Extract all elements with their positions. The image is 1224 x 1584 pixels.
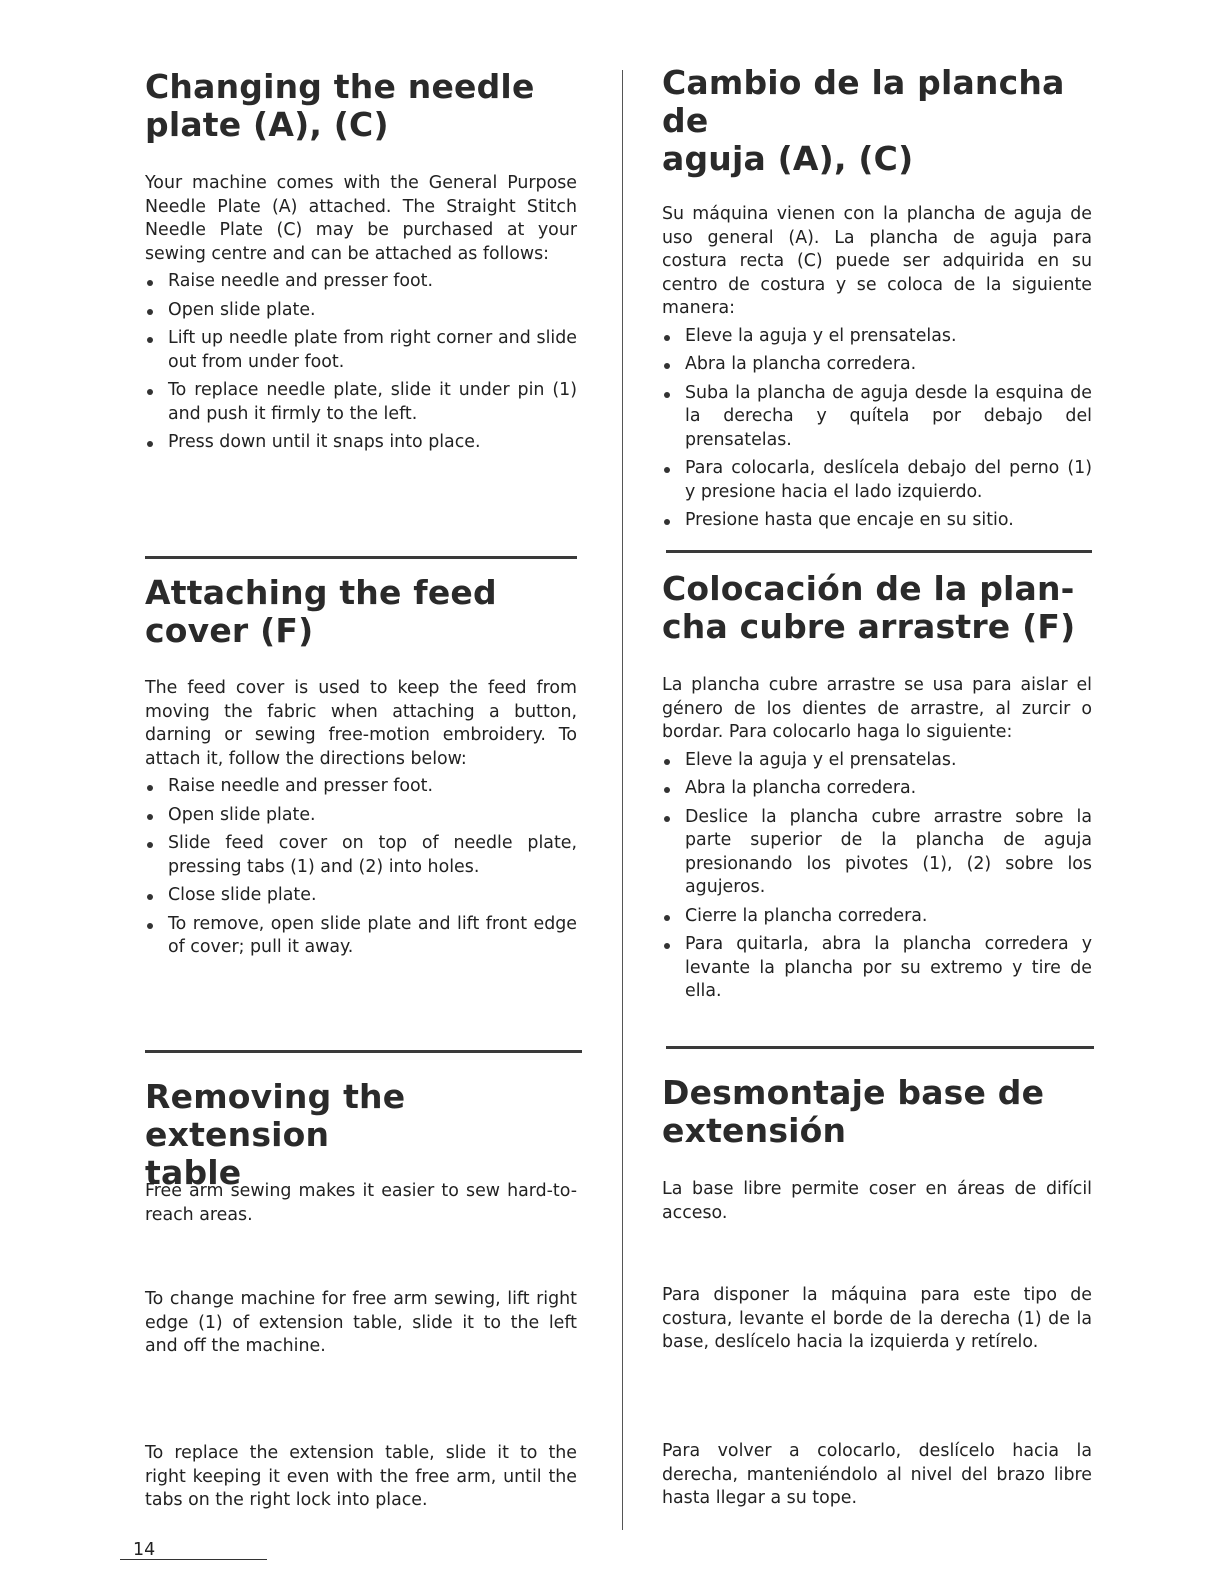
list-item: Deslice la plancha cubre arrastre sobre la parte superior de la plancha de aguja presionando los pivotes (1), (2) sobre los agujeros. xyxy=(662,806,1092,900)
section-title xyxy=(145,574,577,650)
steps-list xyxy=(145,775,577,960)
extension-table-section-en xyxy=(145,1078,577,1192)
steps-list xyxy=(662,749,1092,1004)
title-line: extensión xyxy=(662,1111,847,1150)
needle-plate-section-es xyxy=(662,64,1092,538)
intro-paragraph: La plancha cubre arrastre se usa para aislar el género de los dientes de arrastre, al zurcir o bordar. Para colocarlo haga lo siguiente: xyxy=(662,675,1092,742)
steps-list xyxy=(662,325,1092,533)
list-item: Presione hasta que encaje en su sitio. xyxy=(662,509,1092,533)
page-number-underline xyxy=(120,1559,267,1560)
title-line: Cambio de la plancha de xyxy=(662,63,1065,140)
title-line: cha cubre arrastre (F) xyxy=(662,607,1076,646)
list-item: Para quitarla, abra la plancha corredera y levante la plancha por su extremo y tire de ella. xyxy=(662,933,1092,1004)
title-line: plate (A), (C) xyxy=(145,105,389,144)
page-number: 14 xyxy=(133,1540,156,1560)
paragraph: To replace the extension table, slide it to the right keeping it even with the free arm, until the tabs on the right lock into place. xyxy=(145,1443,577,1510)
title-line: aguja (A), (C) xyxy=(662,139,914,178)
list-item: Suba la plancha de aguja desde la esquina de la derecha y quítela por debajo del prensatelas. xyxy=(662,382,1092,453)
list-item: To replace needle plate, slide it under pin (1) and push it firmly to the left. xyxy=(145,379,577,426)
list-item: Lift up needle plate from right corner and slide out from under foot. xyxy=(145,327,577,374)
section-divider xyxy=(666,550,1092,553)
title-line: Changing the needle xyxy=(145,67,535,106)
paragraph: To change machine for free arm sewing, lift right edge (1) of extension table, slide it to the left and off the machine. xyxy=(145,1289,577,1356)
list-item: Raise needle and presser foot. xyxy=(145,775,577,799)
title-line: Colocación de la plan- xyxy=(662,569,1075,608)
title-line: Removing the extension xyxy=(145,1077,406,1154)
feed-cover-section-en xyxy=(145,574,577,965)
list-item: Para colocarla, deslícela debajo del perno (1) y presione hacia el lado izquierdo. xyxy=(662,457,1092,504)
section-divider xyxy=(145,556,577,559)
intro-paragraph: The feed cover is used to keep the feed from moving the fabric when attaching a button, darning or sewing free-motion embroidery. To attach it, follow the directions below: xyxy=(145,678,577,769)
list-item: To remove, open slide plate and lift front edge of cover; pull it away. xyxy=(145,913,577,960)
intro-paragraph: Su máquina vienen con la plancha de aguja de uso general (A). La plancha de aguja para costura recta (C) puede ser adquirida en su centro de costura y se coloca de la siguiente manera: xyxy=(662,204,1092,318)
needle-plate-section-en xyxy=(145,68,577,460)
list-item: Eleve la aguja y el prensatelas. xyxy=(662,749,1092,773)
list-item: Slide feed cover on top of needle plate, pressing tabs (1) and (2) into holes. xyxy=(145,832,577,879)
list-item: Open slide plate. xyxy=(145,804,577,828)
title-line: Attaching the feed xyxy=(145,573,497,612)
list-item: Abra la plancha corredera. xyxy=(662,353,1092,377)
feed-cover-section-es xyxy=(662,570,1092,1009)
section-title xyxy=(145,68,577,144)
list-item: Close slide plate. xyxy=(145,884,577,908)
list-item: Press down until it snaps into place. xyxy=(145,431,577,455)
section-title xyxy=(662,64,1092,178)
extension-table-section-es xyxy=(662,1074,1092,1150)
steps-list xyxy=(145,270,577,455)
list-item: Open slide plate. xyxy=(145,299,577,323)
title-line: cover (F) xyxy=(145,611,314,650)
intro-paragraph: Your machine comes with the General Purpose Needle Plate (A) attached. The Straight Stitch Needle Plate (C) may be purchased at your sewing centre and can be attached as follows: xyxy=(145,173,577,264)
paragraph: Free arm sewing makes it easier to sew hard-to-reach areas. xyxy=(145,1181,577,1225)
section-divider xyxy=(666,1046,1094,1049)
list-item: Eleve la aguja y el prensatelas. xyxy=(662,325,1092,349)
paragraph: La base libre permite coser en áreas de difícil acceso. xyxy=(662,1179,1092,1223)
section-divider xyxy=(145,1050,582,1053)
column-divider xyxy=(622,70,623,1530)
section-title xyxy=(662,570,1092,646)
title-line: Desmontaje base de xyxy=(662,1073,1045,1112)
paragraph: Para disponer la máquina para este tipo de costura, levante el borde de la derecha (1) de la base, deslícelo hacia la izquierda y retírelo. xyxy=(662,1285,1092,1352)
section-title xyxy=(662,1074,1092,1150)
list-item: Cierre la plancha corredera. xyxy=(662,905,1092,929)
title-line: table xyxy=(145,1153,242,1192)
list-item: Abra la plancha corredera. xyxy=(662,777,1092,801)
list-item: Raise needle and presser foot. xyxy=(145,270,577,294)
section-title xyxy=(145,1078,577,1192)
paragraph: Para volver a colocarlo, deslícelo hacia la derecha, manteniéndolo al nivel del brazo libre hasta llegar a su tope. xyxy=(662,1441,1092,1508)
